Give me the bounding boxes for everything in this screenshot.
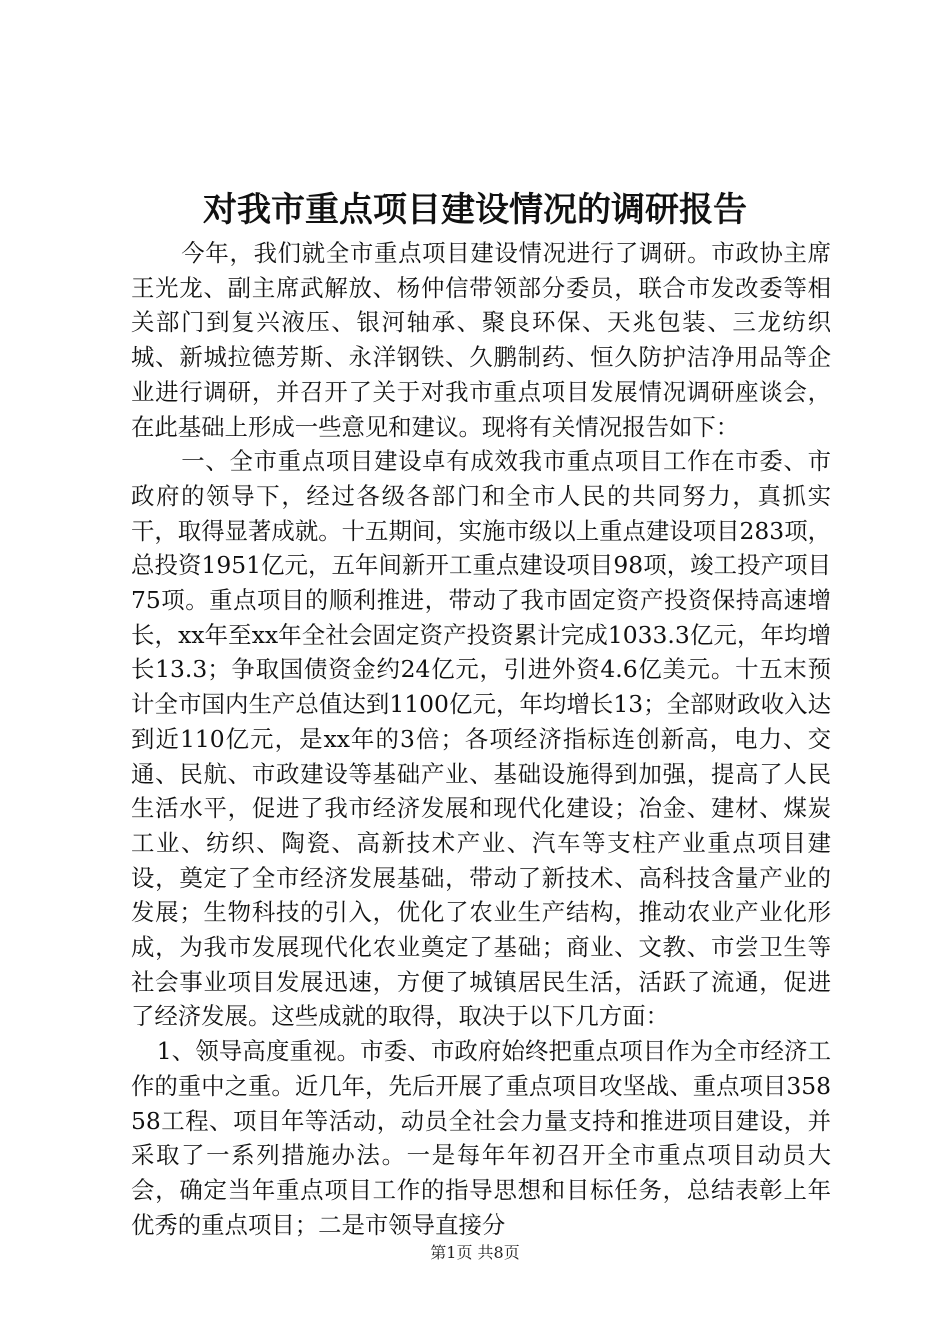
paragraph-point-one: 1、领导高度重视。市委、市政府始终把重点项目作为全市经济工作的重中之重。近几年，先后开展了重点项目攻坚战、重点项目35858工程、项目年等活动，动员全社会力量支持和推进项目建设，并采取了一系列措施办法。一是每年年初召开全市重点项目动员大会，确定当年重点项目工作的指导思想和目标任务，总结表彰上年优秀的重点项目；二是市领导直接分 (131, 1037, 831, 1239)
paragraph-section-one: 一、全市重点项目建设卓有成效我市重点项目工作在市委、市政府的领导下，经过各级各部门和全市人民的共同努力，真抓实干，取得显著成就。十五期间，实施市级以上重点建设项目283项，总投资1951亿元，五年间新开工重点建设项目98项，竣工投产项目75项。重点项目的顺利推进，带动了我市固定资产投资保持高速增长，xx年至xx年全社会固定资产投资累计完成1033.3亿元，年均增长13.3；争取国债资金约24亿元，引进外资4.6亿美元。十五末预计全市国内生产总值达到1100亿元，年均增长13；全部财政收入达到近110亿元，是xx年的3倍；各项经济指标连创新高，电力、交通、民航、市政建设等基础产业、基础设施得到加强，提高了人民生活水平，促进了我市经济发展和现代化建设；冶金、建材、煤炭工业、纺织、陶瓷、高新技术产业、汽车等支柱产业重点项目建设，奠定了全市经济发展基础，带动了新技术、高科技含量产业的发展；生物科技的引入，优化了农业生产结构，推动农业产业化形成，为我市发展现代化农业奠定了基础；商业、文教、市尝卫生等社会事业项目发展迅速，方便了城镇居民生活，活跃了流通，促进了经济发展。这些成就的取得，取决于以下几方面： (131, 447, 831, 1031)
page-footer: 第1页 共8页 (430, 1243, 520, 1262)
document-title: 对我市重点项目建设情况的调研报告 (203, 190, 747, 230)
document-body (131, 236, 831, 1242)
paragraph-intro: 今年，我们就全市重点项目建设情况进行了调研。市政协主席王光龙、副主席武解放、杨仲信带领部分委员，联合市发改委等相关部门到复兴液压、银河轴承、聚良环保、天兆包装、三龙纺织城、新城拉德芳斯、永洋钢铁、久鹏制药、恒久防护洁净用品等企业进行调研，并召开了关于对我市重点项目发展情况调研座谈会，在此基础上形成一些意见和建议。现将有关情况报告如下： (131, 239, 831, 441)
